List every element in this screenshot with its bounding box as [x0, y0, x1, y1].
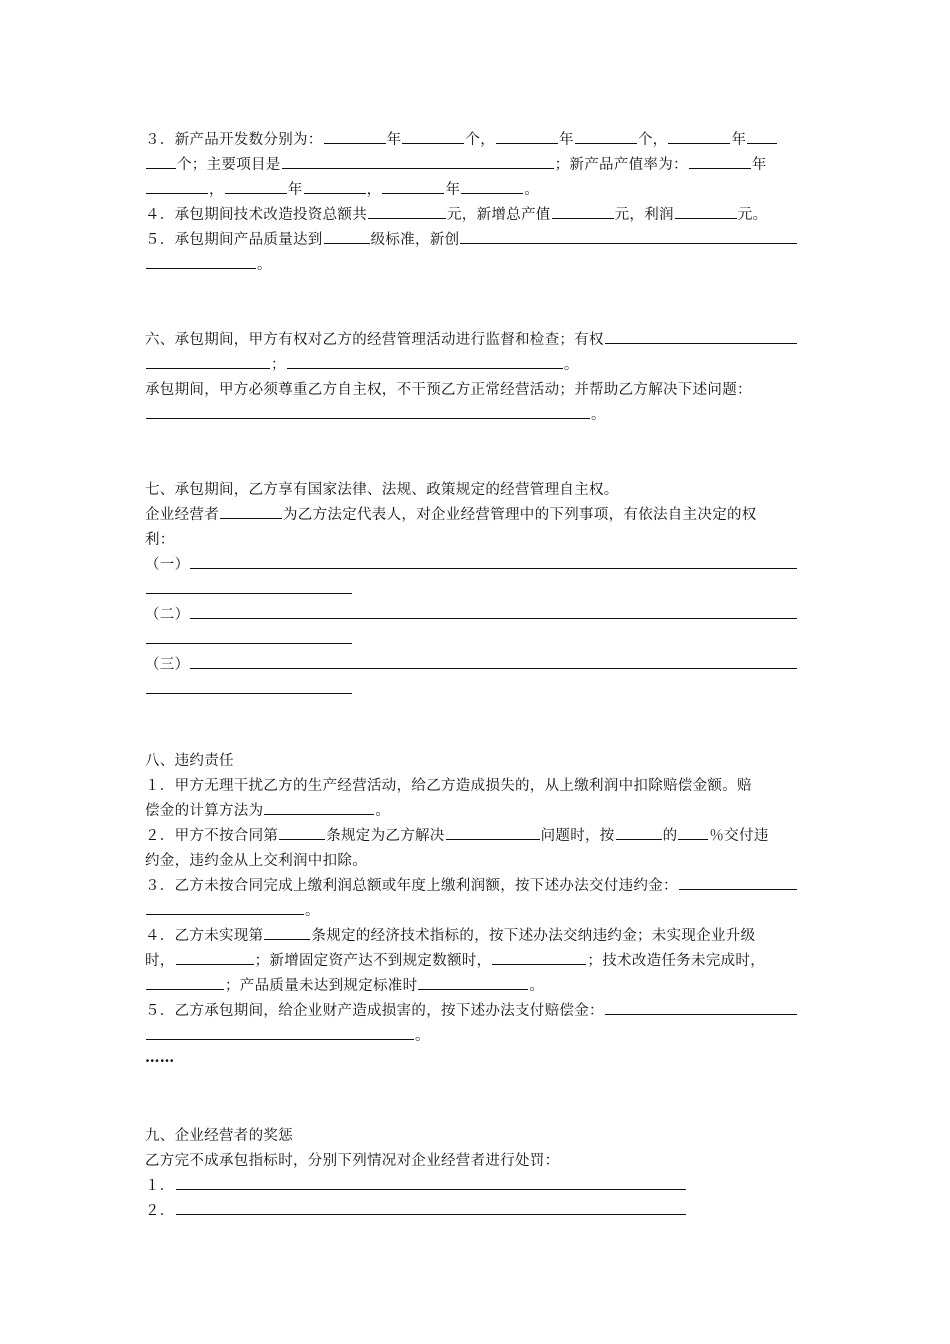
item-label: （二） — [145, 607, 190, 623]
s8-text: 偿金的计算方法为 — [145, 803, 264, 819]
ge-label: 个， — [465, 132, 496, 148]
blank[interactable] — [446, 824, 540, 840]
s8-item-4-line-2 — [145, 949, 765, 973]
section-6-line-3: 承包期间，甲方必须尊重乙方自主权，不干预乙方正常经营活动；并帮助乙方解决下述问题： — [145, 382, 752, 398]
blank[interactable] — [146, 153, 176, 169]
s8-text: 时， — [145, 953, 175, 969]
right-item-3 — [145, 653, 798, 677]
year-label: 年 — [287, 182, 303, 198]
year-label: 年 — [559, 132, 574, 148]
year-label: 年 — [751, 157, 767, 173]
section-9-heading: 九、企业经营者的奖惩 — [145, 1128, 293, 1144]
blank[interactable] — [675, 203, 737, 219]
blank[interactable] — [146, 178, 208, 194]
blank[interactable] — [616, 824, 662, 840]
blank[interactable] — [190, 553, 797, 569]
s8-item-2-line-2: 约金，违约金从上交利润中扣除。 — [145, 853, 367, 869]
blank[interactable] — [304, 178, 366, 194]
s8-item-2-line-1 — [145, 824, 769, 848]
s8-item-1-line-2 — [145, 799, 390, 823]
blank[interactable] — [146, 1024, 414, 1040]
item-5-line-2 — [145, 253, 272, 277]
year-label: 年 — [445, 182, 461, 198]
year-label: 年 — [731, 132, 747, 148]
item-label: （三） — [145, 657, 190, 673]
blank[interactable] — [279, 824, 325, 840]
blank[interactable] — [225, 178, 287, 194]
blank[interactable] — [190, 653, 797, 669]
period: 。 — [524, 182, 540, 198]
item-5-text: ５．承包期间产品质量达到 — [145, 232, 323, 248]
right-item-3-cont — [145, 678, 353, 702]
section-7-line-2 — [145, 503, 757, 527]
item-4-text: 元，新增总产值 — [447, 207, 551, 223]
semicolon: ； — [271, 357, 286, 373]
blank[interactable] — [146, 974, 224, 990]
item-3-prefix: ３．新产品开发数分别为： — [145, 132, 323, 148]
blank[interactable] — [287, 353, 563, 369]
s8-text: ４．乙方未实现第 — [145, 928, 264, 944]
item-5-text: 级标准，新创 — [370, 232, 460, 248]
s8-item-4-line-1 — [145, 924, 755, 948]
comma: ， — [209, 182, 224, 198]
s8-text: 问题时，按 — [540, 828, 615, 844]
item-4-text: 元。 — [737, 207, 768, 223]
ge-label: 个， — [637, 132, 668, 148]
period: 。 — [415, 1028, 430, 1044]
blank[interactable] — [460, 228, 797, 244]
right-item-2-cont — [145, 628, 353, 652]
item-5-line-1 — [145, 228, 798, 252]
item-3-line-3 — [145, 178, 539, 202]
period: 。 — [563, 357, 579, 373]
right-item-1-cont — [145, 578, 353, 602]
blank[interactable] — [146, 403, 590, 419]
blank[interactable] — [146, 353, 270, 369]
s8-text: 的 — [662, 828, 678, 844]
s8-text: ；产品质量未达到规定标准时 — [225, 978, 418, 994]
ellipsis: …… — [145, 1049, 175, 1066]
s9-item-1 — [145, 1174, 687, 1198]
blank[interactable] — [382, 178, 444, 194]
item-label: （一） — [145, 557, 190, 573]
blank[interactable] — [264, 799, 374, 815]
blank[interactable] — [668, 128, 730, 144]
blank[interactable] — [747, 128, 777, 144]
blank[interactable] — [324, 128, 386, 144]
blank[interactable] — [190, 603, 797, 619]
period: 。 — [257, 257, 272, 273]
blank[interactable] — [176, 1174, 686, 1190]
section-6-line-2 — [145, 353, 579, 377]
item-4-text: ４．承包期间技术改造投资总额共 — [145, 207, 367, 223]
blank[interactable] — [146, 899, 304, 915]
item-3-line-1 — [145, 128, 778, 152]
comma: ， — [366, 182, 382, 198]
blank[interactable] — [220, 503, 282, 519]
blank[interactable] — [146, 628, 352, 644]
s8-item-5-line-1 — [145, 999, 798, 1023]
section-6-heading: 六、承包期间，甲方有权对乙方的经营管理活动进行监督和检查；有权 — [145, 332, 604, 348]
blank[interactable] — [689, 153, 751, 169]
s8-item-3-line-2 — [145, 899, 320, 923]
blank[interactable] — [575, 128, 637, 144]
period: 。 — [591, 407, 606, 423]
right-item-1 — [145, 553, 798, 577]
s8-text: ５．乙方承包期间，给企业财产造成损害的，按下述办法支付赔偿金： — [145, 1003, 604, 1019]
s8-text: ；新增固定资产达不到规定数额时， — [254, 953, 492, 969]
blank[interactable] — [146, 253, 256, 269]
blank[interactable] — [605, 999, 797, 1015]
output-rate-label: ；新产品产值率为： — [554, 157, 688, 173]
blank[interactable] — [679, 874, 797, 890]
period: 。 — [375, 803, 391, 819]
section-6-line-1 — [145, 328, 798, 352]
blank[interactable] — [324, 228, 370, 244]
item-3-line-2 — [145, 153, 767, 177]
item-4-line — [145, 203, 767, 227]
period: 。 — [529, 978, 545, 994]
section-6-line-4 — [145, 403, 606, 427]
s8-text: ；技术改造任务未完成时， — [587, 953, 766, 969]
blank[interactable] — [176, 1199, 686, 1215]
blank[interactable] — [418, 974, 528, 990]
s8-text: ３．乙方未按合同完成上缴利润总额或年度上缴利润额，按下述办法交付违约金： — [145, 878, 678, 894]
s8-item-3-line-1 — [145, 874, 798, 898]
blank[interactable] — [496, 128, 558, 144]
main-projects-blank[interactable] — [282, 153, 554, 169]
blank[interactable] — [176, 949, 254, 965]
section-7-line-3: 利： — [145, 532, 175, 548]
section-7-text: 企业经营者 — [145, 507, 219, 523]
s8-item-5-line-2 — [145, 1024, 430, 1048]
blank[interactable] — [402, 128, 464, 144]
s9-item-2 — [145, 1199, 687, 1223]
period: 。 — [305, 903, 320, 919]
section-9-line-2: 乙方完不成承包指标时，分别下列情况对企业经营者进行处罚： — [145, 1153, 560, 1169]
blank[interactable] — [552, 203, 614, 219]
blank[interactable] — [368, 203, 446, 219]
right-item-2 — [145, 603, 798, 627]
blank[interactable] — [146, 578, 352, 594]
section-7-text: 为乙方法定代表人，对企业经营管理中的下列事项，有依法自主决定的权 — [283, 507, 757, 523]
section-7-heading: 七、承包期间，乙方享有国家法律、法规、政策规定的经营管理自主权。 — [145, 482, 619, 498]
item-4-text: 元，利润 — [614, 207, 674, 223]
ge-label: 个；主要项目是 — [177, 157, 281, 173]
item-label: ２． — [145, 1203, 175, 1219]
blank[interactable] — [461, 178, 523, 194]
s8-text: ２．甲方不按合同第 — [145, 828, 279, 844]
section-8-heading: 八、违约责任 — [145, 753, 234, 769]
year-label: 年 — [386, 132, 402, 148]
blank[interactable] — [678, 824, 708, 840]
blank[interactable] — [264, 924, 310, 940]
s8-text: 条规定的经济技术指标的，按下述办法交纳违约金；未实现企业升级 — [311, 928, 756, 944]
blank[interactable] — [605, 328, 797, 344]
s8-item-1-line-1: １．甲方无理干扰乙方的生产经营活动，给乙方造成损失的，从上缴利润中扣除赔偿金额。赔 — [145, 778, 752, 794]
s8-text: ％交付违 — [709, 828, 769, 844]
blank[interactable] — [146, 678, 352, 694]
s8-text: 条规定为乙方解决 — [326, 828, 445, 844]
item-label: １． — [145, 1178, 175, 1194]
s8-item-4-line-3 — [145, 974, 544, 998]
blank[interactable] — [492, 949, 586, 965]
